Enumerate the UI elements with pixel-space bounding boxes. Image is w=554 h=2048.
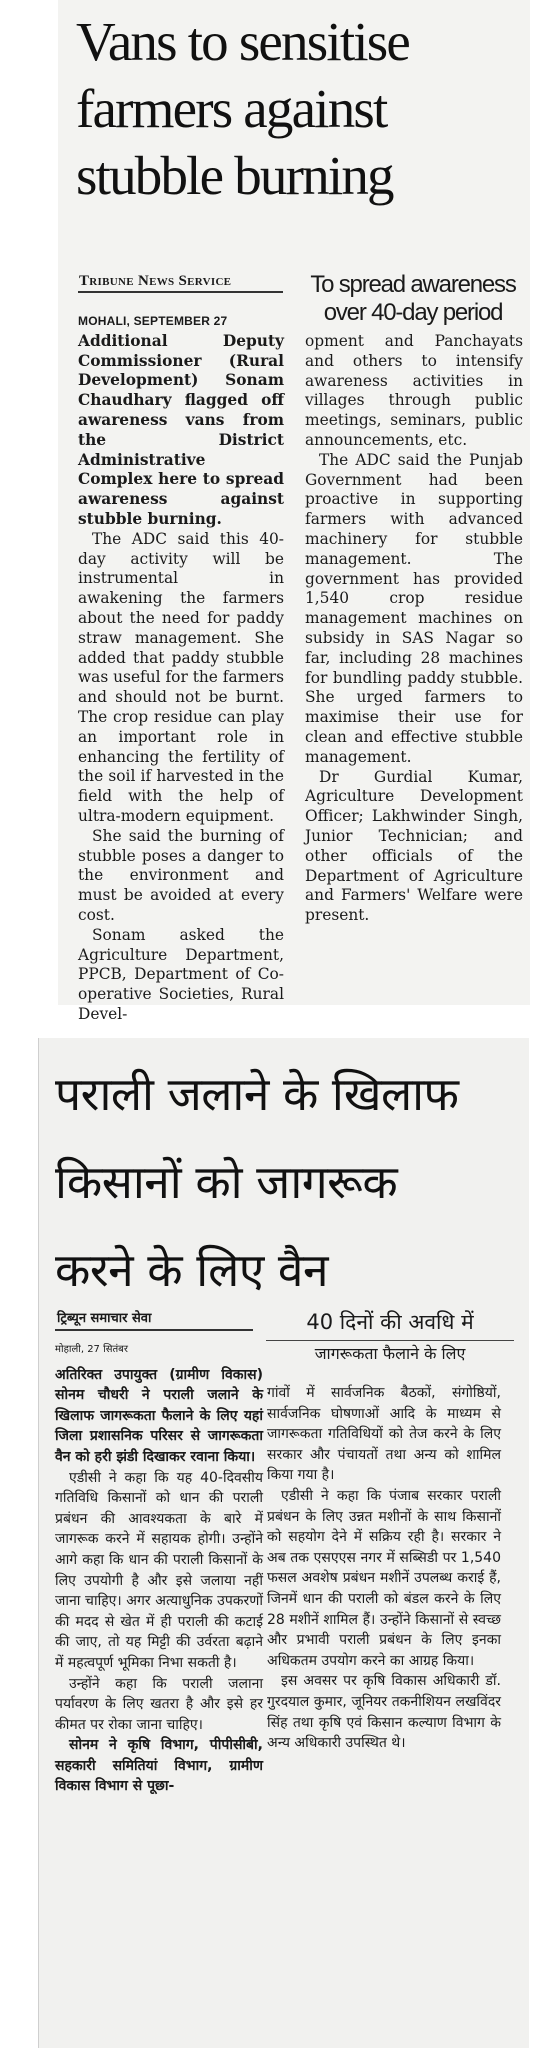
- hindi-headline: [55, 1050, 515, 1314]
- hindi-dateline: मोहाली, 27 सितंबर: [55, 1344, 128, 1355]
- paragraph: सोनम ने कृषि विभाग, पीपीसीबी, सहकारी समितियां विभाग, ग्रामीण विकास विभाग से पूछा-: [55, 1737, 263, 1795]
- paragraph: The ADC said this 40-day activity will be instrumental in awakening the farmers about the need for paddy straw management. She added that paddy stubble was useful for the farmers and should not be burnt. The crop residue can play an important role in enhancing the fertility of the soil if harvested in the field with the help of ultra-modern equipment.: [78, 529, 284, 825]
- hindi-subheading: [259, 1306, 521, 1367]
- english-dateline: MOHALI, SEPTEMBER 27: [78, 314, 228, 328]
- english-news-clipping: [58, 0, 530, 1023]
- paragraph: एडीसी ने कहा कि यह 40-दिवसीय गतिविधि किसानों को धान की पराली प्रबंधन की आवश्यकता के बारे में जागरूक करने में सहायक होगी। उन्होंने आगे कहा कि धान की पराली किसानों के लिए उपयोगी है और इसे जलाया नहीं जाना चाहिए। अगर अत्याधुनिक उपकरणों की मदद से खेत में ही पराली की कटाई की जाए, तो यह मिट्टी की उर्वरता बढ़ाने में महत्वपूर्ण भूमिका निभा सकती है।: [55, 1469, 263, 1671]
- subheading-line: over 40-day period: [323, 299, 503, 326]
- hindi-column-1: [55, 1340, 263, 1797]
- headline-line: stubble burning: [76, 145, 393, 206]
- subheading-line: जागरूकता फैलाने के लिए: [314, 1344, 466, 1363]
- headline-line: farmers against: [76, 78, 387, 139]
- paragraph: Additional Deputy Commissioner (Rural Development) Sonam Chaudhary flagged off awareness vans from the District Administrative Complex here to spread awareness against stubble burning.: [78, 331, 284, 528]
- english-headline: [76, 8, 536, 209]
- hindi-news-clipping: [38, 1038, 529, 2048]
- paragraph: उन्होंने कहा कि पराली जलाना पर्यावरण के लिए खतरा है और इसे हर कीमत पर रोका जाना चाहिए।: [55, 1675, 263, 1733]
- hindi-column-2: [267, 1383, 501, 1754]
- paragraph: एडीसी ने कहा कि पंजाब सरकार पराली प्रबंधन के लिए उन्नत मशीनों के साथ किसानों को सहयोग देने में सक्रिय रही है। सरकार ने अब तक एसएएस नगर में सब्सिडी पर 1,540 फसल अवशेष प्रबंधन मशीनें उपलब्ध कराई हैं, जिनमें धान की पराली को बंडल करने के लिए 28 मशीनें शामिल हैं। उन्होंने किसानों से स्वच्छ और प्रभावी पराली प्रबंधन के लिए इनका अधिकतम उपयोग करने का आग्रह किया।: [267, 1487, 501, 1669]
- english-subheading: [303, 271, 523, 327]
- english-column-2: [305, 332, 523, 926]
- paragraph: गांवों में सार्वजनिक बैठकों, संगोष्ठियों, सार्वजनिक घोषणाओं आदि के माध्यम से जागरूकता गतिविधियों को तेज करने के लिए सरकार और पंचायतों तथा अन्य को शामिल किया गया है।: [267, 1385, 501, 1484]
- paragraph: इस अवसर पर कृषि विकास अधिकारी डॉ. गुरदयाल कुमार, जूनियर तकनीशियन लखविंदर सिंह तथा कृषि एवं किसान कल्याण विभाग के अन्य अधिकारी उपस्थित थे।: [267, 1673, 501, 1752]
- paragraph: Sonam asked the Agriculture Department, PPCB, Department of Co-operative Societies, Rural Devel-: [78, 925, 284, 1023]
- paragraph: She said the burning of stubble poses a danger to the environment and must be avoided at every cost.: [78, 826, 284, 924]
- subheading-line: 40 दिनों की अवधि में: [306, 1310, 474, 1334]
- subheading-line: To spread awareness: [310, 271, 516, 298]
- paragraph: Dr Gurdial Kumar, Agriculture Development Officer; Lakhwinder Singh, Junior Technician; and other officials of the Department of Agriculture and Farmers' Welfare were present.: [305, 767, 523, 925]
- english-column-1: [78, 312, 284, 1025]
- headline-line: Vans to sensitise: [76, 11, 409, 72]
- headline-line: पराली जलाने के खिलाफ: [55, 1067, 459, 1121]
- byline-rule: [55, 1329, 253, 1331]
- headline-line: किसानों को जागरूक: [55, 1155, 398, 1209]
- hindi-byline: ट्रिब्यून समाचार सेवा: [57, 1311, 152, 1326]
- english-byline: Tribune News Service: [79, 273, 232, 289]
- headline-line: करने के लिए वैन: [55, 1243, 329, 1297]
- paragraph: The ADC said the Punjab Government had been proactive in supporting farmers with advanced machinery for stubble management. The government has provided 1,540 crop residue management machines on subsidy in SAS Nagar so far, including 28 machines for bundling paddy stubble. She urged farmers to maximise their use for clean and effective stubble management.: [305, 450, 523, 766]
- paragraph: अतिरिक्त उपायुक्त (ग्रामीण विकास) सोनम चौधरी ने पराली जलाने के खिलाफ जागरूकता फैलाने के लिए यहां जिला प्रशासनिक परिसर से जागरूकता वैन को हरी झंडी दिखाकर रवाना किया।: [55, 1366, 263, 1465]
- paragraph: opment and Panchayats and others to intensify awareness activities in villages through public meetings, seminars, public announcements, etc.: [305, 332, 523, 449]
- byline-rule: [78, 291, 283, 293]
